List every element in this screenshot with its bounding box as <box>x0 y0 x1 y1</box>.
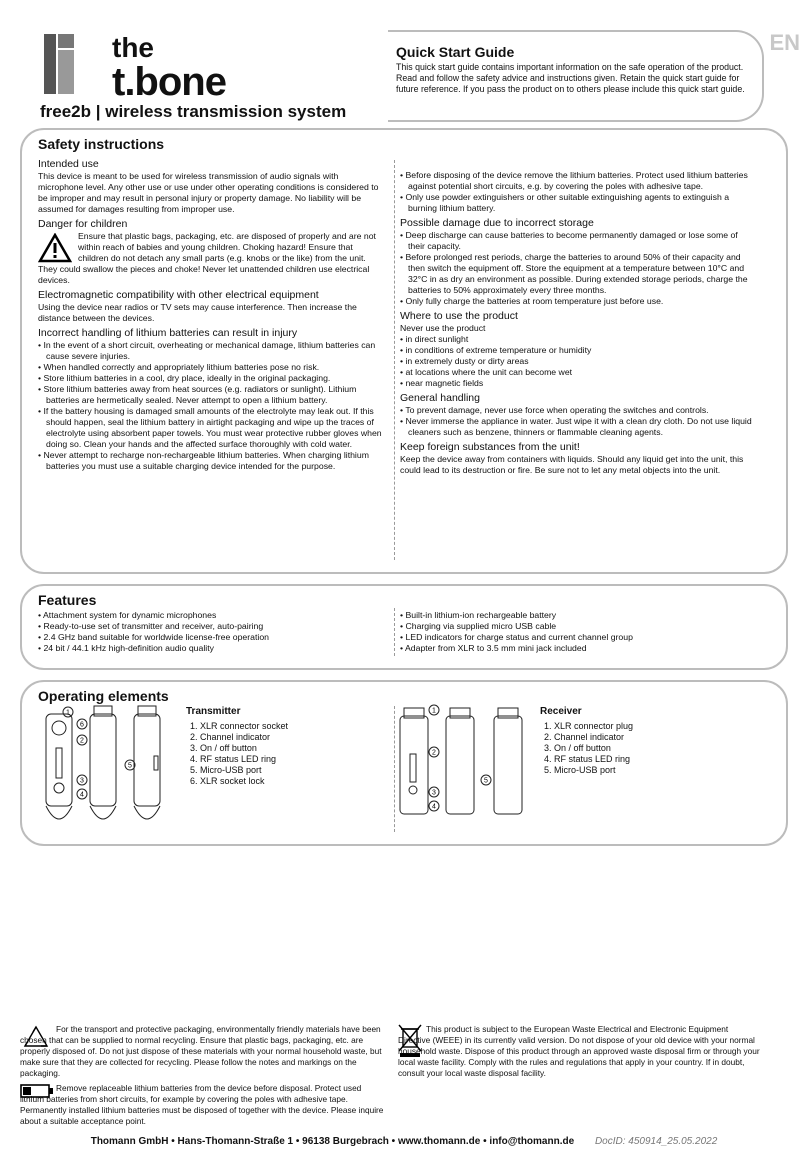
general-list <box>400 405 752 438</box>
general-heading: General handling <box>400 392 480 404</box>
list-item: 6. XLR socket lock <box>200 776 366 787</box>
company-address: Thomann GmbH • Hans-Thomann-Straße 1 • 96138 Burgebrach • www.thomann.de • info@thomann.de <box>90 1136 575 1147</box>
where-list <box>400 334 752 389</box>
callout-2: 2 <box>432 749 436 757</box>
quick-start-box <box>388 30 764 122</box>
callout-5: 5 <box>128 762 132 770</box>
footer-bar <box>0 1136 808 1147</box>
list-item: • Adapter from XLR to 3.5 mm mini jack included <box>400 643 752 654</box>
callout-2: 2 <box>80 737 84 745</box>
where-intro: Never use the product <box>400 323 486 333</box>
battery-note: Remove replaceable lithium batteries from the device before disposal. Protect used lithium batteries from short circuits, for example by covering the poles with adhesive tape. Permanently installed lithium batteries must be disposed of together with the device. Please inquire about a suitable acceptance point. <box>20 1083 384 1126</box>
list-item: • If the battery housing is damaged small amounts of the electrolyte may leak out. If this should happen, seal the lithium battery in airtight packaging and wipe up the traces of electrolyte using absorbent paper towels. You must wear protective rubber gloves when doing so. Clean your hands and the affected surface thoroughly with cold water. <box>38 406 384 450</box>
list-item: • Never immerse the appliance in water. Just wipe it with a clean dry cloth. Do not use liquid cleaners such as benzene, thinners or flammable cleaning agents. <box>400 416 752 438</box>
callout-3: 3 <box>432 789 436 797</box>
lithium-list <box>38 340 384 472</box>
features-right <box>400 610 752 654</box>
callout-1: 1 <box>66 709 70 717</box>
product-line: free2b | wireless transmission system <box>40 102 347 121</box>
list-item: • In the event of a short circuit, overheating or mechanical damage, lithium batteries can cause severe injuries. <box>38 340 384 362</box>
storage-list <box>400 230 752 307</box>
list-item: • in direct sunlight <box>400 334 752 345</box>
list-item: • 24 bit / 44.1 kHz high-definition audio quality <box>38 643 384 654</box>
storage-heading: Possible damage due to incorrect storage <box>400 217 594 229</box>
emc-heading: Electromagnetic compatibility with other electrical equipment <box>38 289 319 301</box>
transmitter-heading: Transmitter <box>186 706 241 717</box>
list-item: 1. XLR connector plug <box>554 721 740 732</box>
warning-icon <box>38 233 72 263</box>
list-item: • To prevent damage, never use force when operating the switches and controls. <box>400 405 752 416</box>
children-heading: Danger for children <box>38 218 128 230</box>
features-panel <box>20 584 788 670</box>
brand-header <box>40 30 390 120</box>
logo-text-the: the <box>112 32 154 63</box>
disposal-list <box>400 170 752 214</box>
callout-6: 6 <box>80 721 84 729</box>
column-divider <box>394 160 395 560</box>
quick-start-text: This quick start guide contains important information on the safe operation of the product. Read and follow the safety advice and instructions given. Retain the quick start guide for future reference. If you pass the product on to others please include this quick start guide. <box>396 62 745 94</box>
list-item: • near magnetic fields <box>400 378 752 389</box>
list-item: • Only use powder extinguishers or other suitable extinguishing agents to extinguish a burning lithium battery. <box>400 192 752 214</box>
list-item: 3. On / off button <box>554 743 740 754</box>
list-item: • LED indicators for charge status and current channel group <box>400 632 752 643</box>
callout-4: 4 <box>80 791 84 799</box>
list-item: • Store lithium batteries in a cool, dry place, ideally in the original packaging. <box>38 373 384 384</box>
doc-id: DocID: 450914_25.05.2022 <box>594 1136 718 1147</box>
features-title: Features <box>38 592 97 608</box>
operating-title: Operating elements <box>38 688 169 704</box>
list-item: 4. RF status LED ring <box>554 754 740 765</box>
where-heading: Where to use the product <box>400 310 518 322</box>
list-item: • Charging via supplied micro USB cable <box>400 621 752 632</box>
list-item: • Only fully charge the batteries at room temperature just before use. <box>400 296 752 307</box>
callout-3: 3 <box>80 777 84 785</box>
list-item: 2. Channel indicator <box>554 732 740 743</box>
list-item: • Never attempt to recharge non-rechargeable lithium batteries. When charging lithium batteries you must use a suitable charging device intended for the purpose. <box>38 450 384 472</box>
recycle-note: For the transport and protective packaging, environmentally friendly materials have been chosen that can be supplied to normal recycling. Ensure that plastic bags, packaging, etc. are properly disposed of. Do not just dispose of these materials with your normal household waste, but make sure that they are collected for recycling. Please follow the notes and markings on the packaging. <box>20 1024 382 1078</box>
list-item: • Built-in lithium-ion rechargeable battery <box>400 610 752 621</box>
transmitter-list <box>186 706 366 787</box>
list-item: 1. XLR connector socket <box>200 721 366 732</box>
weee-note: This product is subject to the European Waste Electrical and Electronic Equipment Directive (WEEE) in its currently valid version. Do not dispose of your old device with your normal household waste. Dispose of this product through an approved waste disposal firm or through your local waste facility. Comply with the rules and regulations that apply in your country. If in doubt, consult your local waste disposal facility. <box>398 1024 760 1078</box>
brand-logo-icon <box>44 34 74 94</box>
intended-use-text: This device is meant to be used for wireless transmission of audio signals with microphone level. Any other use or use under other operating conditions is considered to be improper and may result in personal injury or property damage. No liability will be assumed for damages resulting from improper use. <box>38 171 379 214</box>
list-item: 5. Micro-USB port <box>200 765 366 776</box>
logo-text-bone: t.bone <box>112 60 226 104</box>
features-left <box>38 610 384 654</box>
list-item: • When handled correctly and appropriately lithium batteries pose no risk. <box>38 362 384 373</box>
language-code: EN <box>769 30 800 55</box>
safety-right-column <box>400 170 752 479</box>
safety-left-column <box>38 158 384 475</box>
children-text: Ensure that plastic bags, packaging, etc. are disposed of properly and are not within reach of babies and young children. Choking hazard! Ensure that children do not detach any small parts (e.g. knobs or the like) from the unit. They could swallow the pieces and choke! Never let unattended children use electrical devices. <box>38 231 376 285</box>
list-item: 3. On / off button <box>200 743 366 754</box>
column-divider <box>394 608 395 656</box>
foreign-text: Keep the device away from containers with liquids. Should any liquid get into the unit, this could lead to its destruction or fire. Be sure not to let any metal objects into the unit. <box>400 454 744 475</box>
emc-text: Using the device near radios or TV sets may cause interference. Then increase the distance between the devices. <box>38 302 357 323</box>
lithium-heading: Incorrect handling of lithium batteries can result in injury <box>38 327 298 339</box>
safety-title: Safety instructions <box>38 136 165 152</box>
list-item: • Ready-to-use set of transmitter and receiver, auto-pairing <box>38 621 384 632</box>
list-item: • Store lithium batteries away from heat sources (e.g. radiators or sunlight). Lithium batteries are hermetically sealed. Never attempt to open a lithium battery. <box>38 384 384 406</box>
safety-panel <box>20 128 788 574</box>
list-item: • Attachment system for dynamic microphones <box>38 610 384 621</box>
transmitter-drawing <box>34 704 184 838</box>
list-item: 5. Micro-USB port <box>554 765 740 776</box>
quick-start-title: Quick Start Guide <box>396 44 515 60</box>
list-item: • at locations where the unit can become wet <box>400 367 752 378</box>
list-item: • in extremely dusty or dirty areas <box>400 356 752 367</box>
list-item: • Deep discharge can cause batteries to become permanently damaged or lose some of their capacity. <box>400 230 752 252</box>
list-item: • 2.4 GHz band suitable for worldwide license-free operation <box>38 632 384 643</box>
list-item: 2. Channel indicator <box>200 732 366 743</box>
list-item: • Before prolonged rest periods, charge the batteries to around 50% of their capacity and then switch the equipment off. Store the equipment at a temperature between 10°C and 32°C in as dry an environment as possible. During extended storage periods, charge the batteries to 50% approximately every three months. <box>400 252 752 296</box>
list-item: 4. RF status LED ring <box>200 754 366 765</box>
receiver-list <box>540 706 740 776</box>
receiver-drawing <box>396 704 546 838</box>
operating-panel <box>20 680 788 846</box>
callout-5: 5 <box>484 777 488 785</box>
column-divider <box>394 706 395 832</box>
list-item: • Before disposing of the device remove the lithium batteries. Protect used lithium batteries against potential short circuits, e.g. by covering the poles with adhesive tape. <box>400 170 752 192</box>
list-item: • in conditions of extreme temperature or humidity <box>400 345 752 356</box>
receiver-heading: Receiver <box>540 706 582 717</box>
callout-1: 1 <box>432 707 436 715</box>
intended-use-heading: Intended use <box>38 158 99 170</box>
foreign-heading: Keep foreign substances from the unit! <box>400 441 580 453</box>
callout-4: 4 <box>432 803 436 811</box>
